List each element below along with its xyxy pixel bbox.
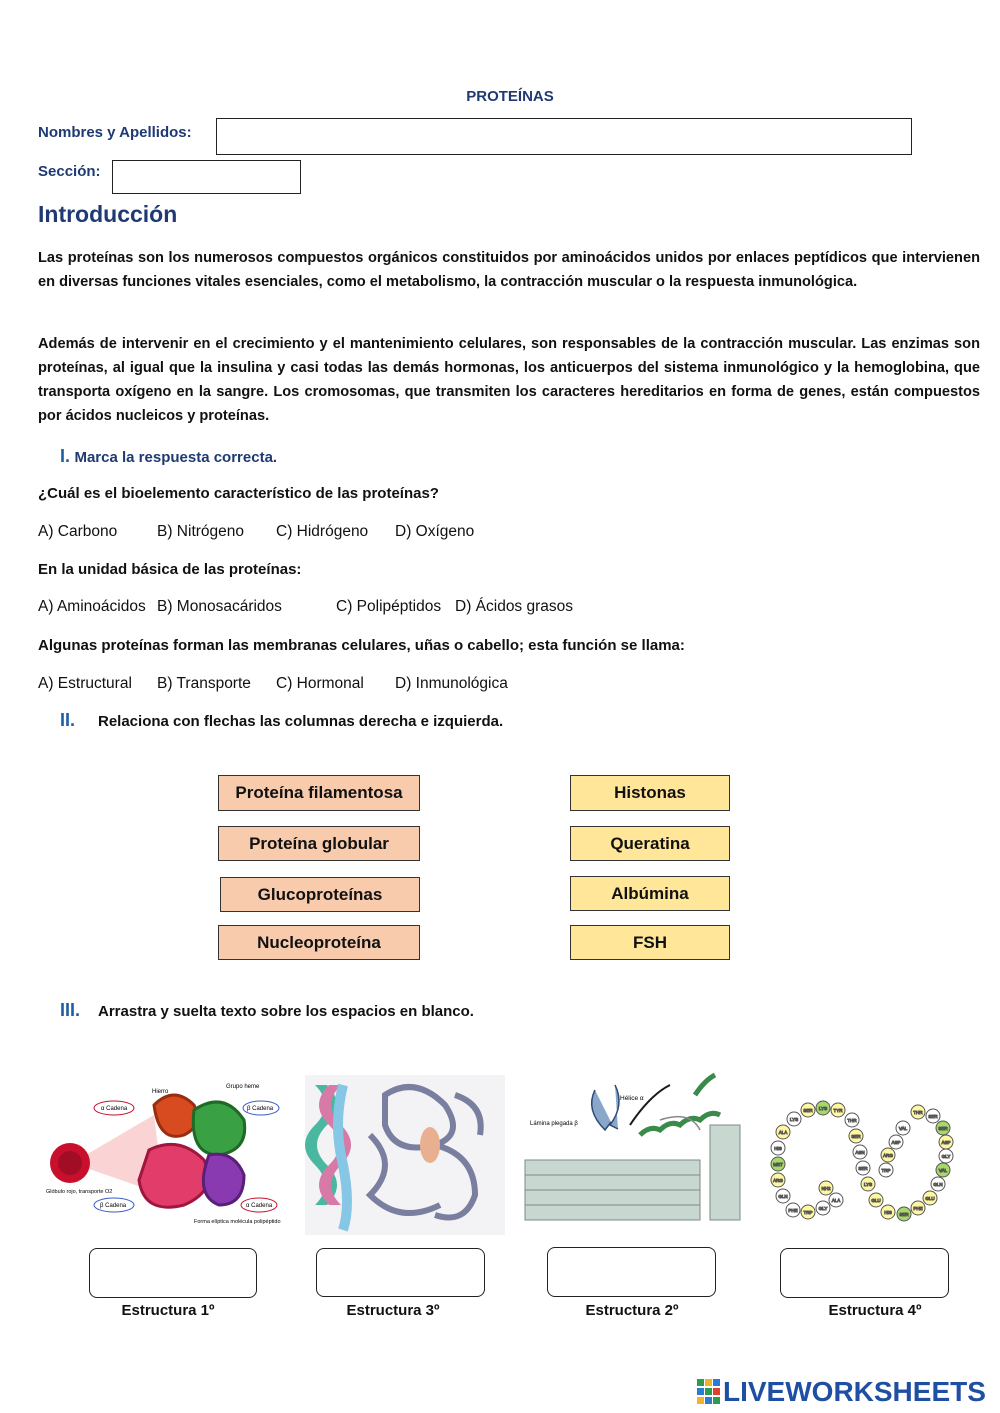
svg-text:LYS: LYS [789,1117,799,1122]
svg-text:SER: SER [851,1134,861,1139]
aa-1 [801,1103,815,1117]
svg-text:PHE: PHE [788,1208,798,1213]
svg-text:VAL: VAL [938,1168,948,1173]
svg-text:ASP: ASP [891,1140,901,1145]
drop-zone-4[interactable] [780,1248,949,1298]
caption-3: Estructura 2º [585,1302,679,1319]
svg-text:GLY: GLY [818,1206,828,1211]
aa-27 [939,1135,953,1149]
svg-text:SER: SER [858,1166,868,1171]
aa-26 [939,1149,953,1163]
match-right-4[interactable]: FSH [570,925,730,960]
q2-option-a[interactable]: A) Aminoácidos [38,598,146,615]
intro-paragraph-1: Las proteínas son los numerosos compuestos orgánicos constituidos por aminoácidos unidos por enlaces peptídicos que intervienen en diversas funciones vitales esenciales, como el metabolismo, la contracción muscular o la respuesta inmunológica. [38,250,980,290]
intro-heading: Introducción [38,201,178,227]
question-3: Algunas proteínas forman las membranas celulares, uñas o cabello; esta función se llama: [38,637,685,654]
aa-6 [776,1125,790,1139]
question-1: ¿Cuál es el bioelemento característico de las proteínas? [38,485,439,502]
q1-option-b[interactable]: B) Nitrógeno [157,523,245,540]
hemo-label-alpha1: α Cadena [101,1106,128,1112]
aa-14 [776,1189,790,1203]
q3-option-d[interactable]: D) Inmunológica [395,675,508,692]
match-right-2[interactable]: Queratina [570,826,730,861]
svg-text:VAL: VAL [898,1126,908,1131]
svg-text:ASP: ASP [941,1140,951,1145]
aa-34 [911,1105,925,1119]
q1-option-d[interactable]: D) Oxígeno [395,523,475,540]
drop-zone-3[interactable] [547,1247,716,1297]
svg-text:LYS: LYS [863,1182,873,1187]
aa-20 [816,1201,830,1215]
svg-text:SER: SER [899,1212,909,1217]
svg-text:NH2: NH2 [821,1186,831,1191]
aa-15 [869,1193,883,1207]
aa-7 [849,1129,863,1143]
aa-11 [856,1161,870,1175]
svg-text:ALA: ALA [778,1130,788,1135]
svg-text:SER: SER [938,1126,948,1131]
svg-text:HIS: HIS [774,1146,782,1151]
hemo-label-alpha2: α Cadena [246,1203,273,1209]
section-2-number: II. [60,710,76,730]
svg-text:MET: MET [773,1162,783,1167]
svg-text:ARG: ARG [773,1178,783,1183]
section-3-title: Arrastra y suelta texto sobre los espacios en blanco. [98,1003,474,1020]
page-title: PROTEÍNAS [466,88,554,105]
svg-text:THR: THR [913,1110,923,1115]
aa-17 [881,1205,895,1219]
secondary-label-sheet: Lámina plegada β [530,1121,578,1127]
aa-21 [911,1201,925,1215]
q3-option-a[interactable]: A) Estructural [38,675,132,692]
aa-13 [861,1177,875,1191]
aa-9 [853,1145,867,1159]
aa-28 [936,1121,950,1135]
svg-text:LYS: LYS [818,1106,828,1111]
match-left-4[interactable]: Nucleoproteína [218,925,420,960]
q2-option-d[interactable]: D) Ácidos grasos [455,598,574,615]
svg-text:ALA: ALA [831,1198,841,1203]
caption-2: Estructura 3º [346,1302,440,1319]
aa-12 [771,1173,785,1187]
drop-zone-2[interactable] [316,1248,485,1297]
section-label: Sección: [38,163,101,180]
section-3-number: III. [60,1000,81,1020]
svg-text:GLU: GLU [871,1198,881,1203]
q2-option-b[interactable]: B) Monosacáridos [157,598,282,615]
aa-16 [786,1203,800,1217]
q3-option-c[interactable]: C) Hormonal [276,675,364,692]
aa-35 [896,1121,910,1135]
match-right-1[interactable]: Histonas [570,775,730,811]
match-right-3[interactable]: Albúmina [570,876,730,911]
aa-8 [771,1141,785,1155]
aa-18 [801,1205,815,1219]
hemo-label-rbc: Glóbulo rojo, transporte O2 [46,1189,113,1195]
aa-30 [889,1135,903,1149]
svg-text:GLU: GLU [925,1196,935,1201]
liveworksheets-logo [697,1376,986,1408]
section-1-header [60,446,277,467]
match-left-2[interactable]: Proteína globular [218,826,420,861]
hemo-label-heme: Grupo heme [226,1084,260,1090]
name-input[interactable] [216,118,912,155]
svg-text:TRP: TRP [803,1210,813,1215]
secondary-structure-image [520,1065,750,1230]
hemo-label-beta1: β Cadena [247,1106,274,1112]
match-left-3[interactable]: Glucoproteínas [220,877,420,912]
section-1-title: Marca la respuesta correcta. [74,449,278,466]
svg-text:THR: THR [847,1118,857,1123]
aa-2 [816,1101,830,1115]
svg-text:PHE: PHE [913,1206,923,1211]
q1-option-a[interactable]: A) Carbono [38,523,118,540]
aa-10 [771,1157,785,1171]
aa-32 [879,1163,893,1177]
caption-1: Estructura 1º [121,1302,215,1319]
liveworksheets-brand: LIVEWORKSHEETS [723,1376,986,1407]
svg-text:TYR: TYR [833,1108,843,1113]
aa-4 [787,1112,801,1126]
hemo-label-ellipse: Forma elíptica molécula polipéptido [194,1219,281,1225]
match-left-1[interactable]: Proteína filamentosa [218,775,420,811]
aa-29 [926,1109,940,1123]
section-input[interactable] [112,160,301,194]
svg-text:ARG: ARG [883,1153,893,1158]
aa-31 [881,1148,895,1162]
section-1-number: I. [60,446,71,466]
aa-33 [819,1181,833,1195]
svg-text:GLY: GLY [941,1154,951,1159]
aa-22 [829,1193,843,1207]
svg-text:GLN: GLN [778,1194,788,1199]
aa-23 [923,1191,937,1205]
aa-19 [897,1207,911,1221]
svg-text:ASN: ASN [855,1150,865,1155]
secondary-label-helix: Hélice α [620,1095,644,1102]
aa-24 [931,1177,945,1191]
aa-3 [831,1103,845,1117]
question-2: En la unidad básica de las proteínas: [38,561,302,578]
caption-4: Estructura 4º [828,1302,922,1319]
svg-text:SER: SER [803,1108,813,1113]
aa-5 [845,1113,859,1127]
name-label: Nombres y Apellidos: [38,124,192,141]
section-2-title: Relaciona con flechas las columnas derecha e izquierda. [98,713,504,730]
intro-paragraph-2: Además de intervenir en el crecimiento y el mantenimiento celulares, son responsables de la contracción muscular. Las enzimas son proteínas, al igual que la insulina y casi todas las demás hormonas, los anticuerpos del sistema inmunológico y la hemoglobina, que transporta oxígeno en la sangre. Los cromosomas, que transmiten los caracteres hereditarios en forma de genes, están compuestos por ácidos nucleicos y proteínas. [38,336,980,424]
hemo-label-hierro: Hierro [152,1089,169,1095]
tertiary-structure-image [305,1075,505,1235]
q1-option-c[interactable]: C) Hidrógeno [276,523,369,540]
hemoglobin-image [44,1075,284,1235]
svg-text:SER: SER [928,1114,938,1119]
aa-25 [936,1163,950,1177]
q2-option-c[interactable]: C) Polipéptidos [336,598,442,615]
hemo-label-beta2: β Cadena [100,1203,127,1209]
svg-text:HIS: HIS [884,1210,892,1215]
liveworksheets-logo-icon [697,1379,721,1405]
q3-option-b[interactable]: B) Transporte [157,675,251,692]
svg-text:TRP: TRP [881,1168,891,1173]
primary-sequence-image [768,1100,958,1230]
svg-text:GLN: GLN [933,1182,943,1187]
drop-zone-1[interactable] [89,1248,257,1298]
